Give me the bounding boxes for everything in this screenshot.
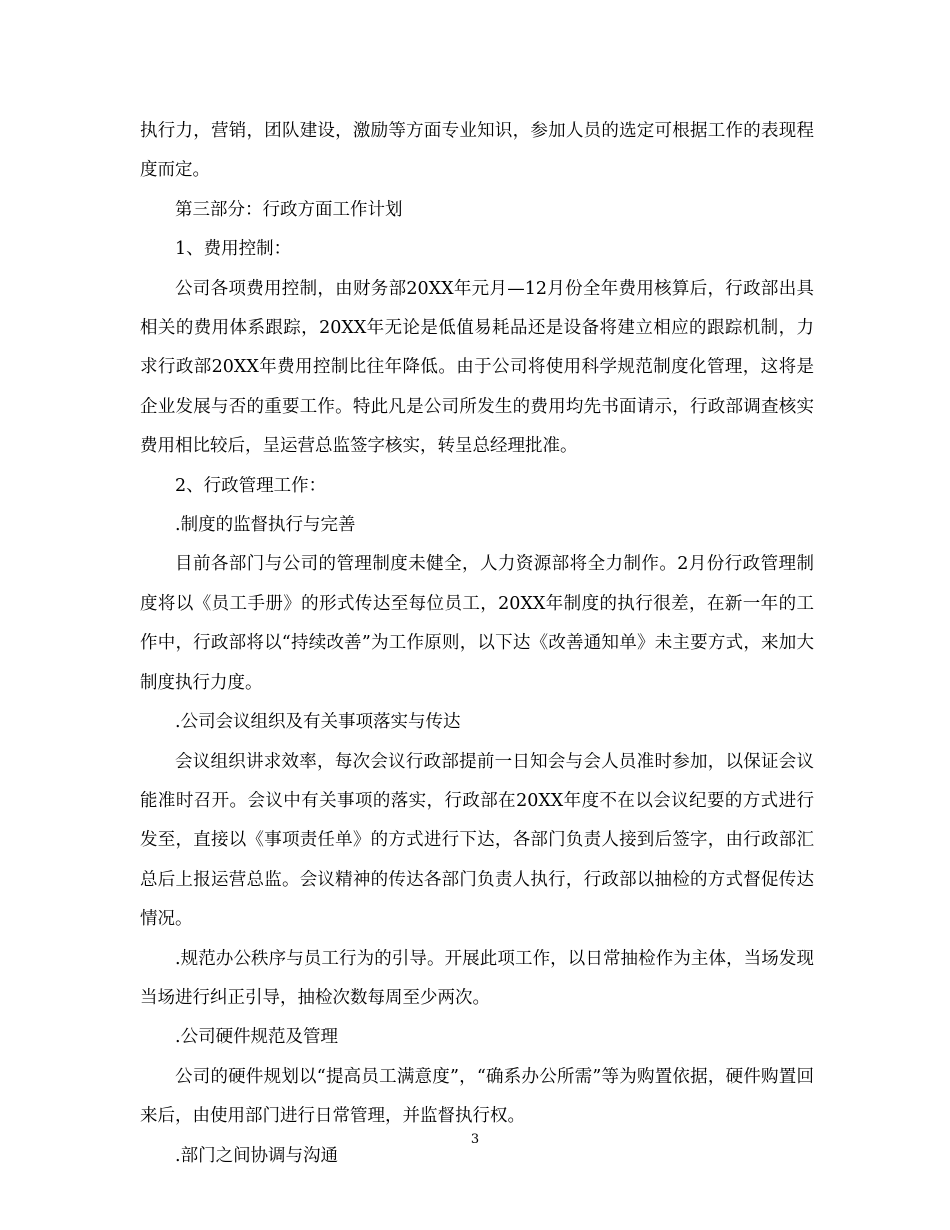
item-heading-meeting-organization: .公司会议组织及有关事项落实与传达	[175, 712, 461, 733]
item-heading-department-coordination: .部门之间协调与沟通	[175, 1145, 339, 1166]
document-body	[140, 112, 814, 1176]
subheading-admin-management: 2、行政管理工作：	[175, 475, 327, 496]
paragraph-hardware-management: 公司的硬件规划以“提高员工满意度”，“确系办公所需”等为购置依据，硬件购置回来后，由使用部门进行日常管理，并监督执行权。	[140, 1066, 814, 1127]
paragraph-cost-control: 公司各项费用控制，由财务部20XX年元月—12月份全年费用核算后，行政部出具相关的费用体系跟踪，20XX年无论是低值易耗品还是设备将建立相应的跟踪机制，力求行政部20XX年费用控制比往年降低。由于公司将使用科学规范制度化管理，这将是企业发展与否的重要工作。特此凡是公司所发生的费用均先书面请示，行政部调查核实费用相比较后，呈运营总监签字核实，转呈总经理批准。	[140, 278, 814, 457]
item-heading-system-supervision: .制度的监督执行与完善	[175, 515, 356, 536]
paragraph-office-order: .规范办公秩序与员工行为的引导。开展此项工作，以日常抽检作为主体，当场发现当场进行纠正引导，抽检次数每周至少两次。	[140, 948, 814, 1008]
paragraph-system-supervision: 目前各部门与公司的管理制度未健全，人力资源部将全力制作。2月份行政管理制度将以《员工手册》的形式传达至每位员工，20XX年制度的执行很差，在新一年的工作中，行政部将以“持续改善”为工作原则，以下达《改善通知单》未主要方式，来加大制度执行力度。	[140, 554, 814, 693]
paragraph-meeting-organization: 会议组织讲求效率，每次会议行政部提前一日知会与会人员准时参加，以保证会议能准时召开。会议中有关事项的落实，行政部在20XX年度不在以会议纪要的方式进行发至，直接以《事项责任单》的方式进行下达，各部门负责人接到后签字，由行政部汇总后上报运营总监。会议精神的传达各部门负责人执行，行政部以抽检的方式督促传达情况。	[140, 751, 814, 930]
section-heading-part-three: 第三部分：行政方面工作计划	[175, 199, 403, 220]
subheading-cost-control: 1、费用控制：	[175, 239, 292, 260]
item-heading-hardware-management: .公司硬件规范及管理	[175, 1027, 339, 1048]
paragraph-continued-text: 执行力，营销，团队建设，激励等方面专业知识，参加人员的选定可根据工作的表现程度而定。	[140, 121, 814, 181]
page-number: 3	[470, 1132, 480, 1147]
